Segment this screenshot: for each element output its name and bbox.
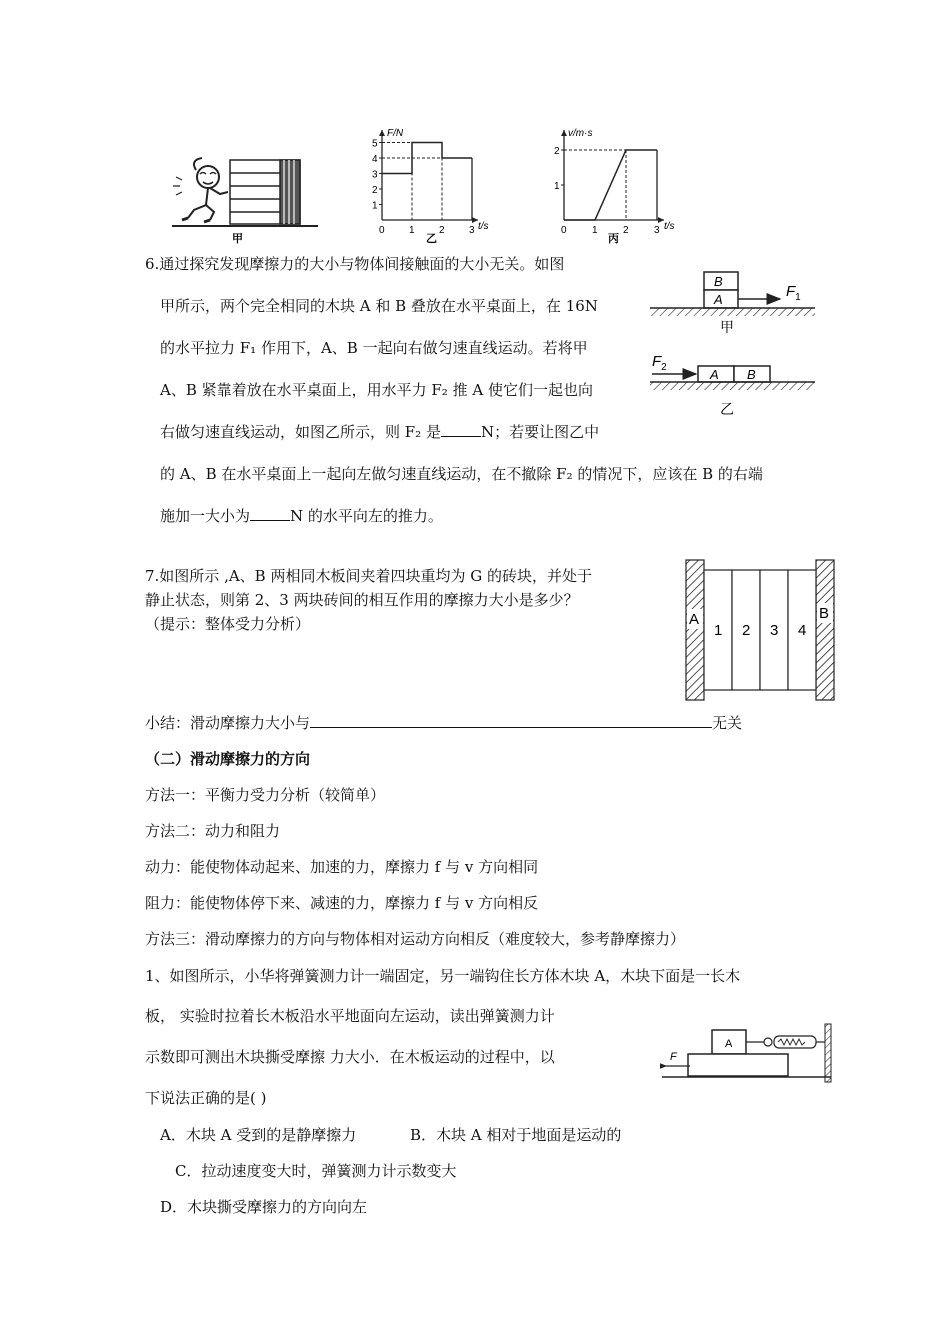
q6-answer-blank-2[interactable] bbox=[250, 520, 290, 521]
q1-line-1: 1、如图所示，小华将弹簧测力计一端固定，另一端钩住长方体木块 A，木块下面是一长木 bbox=[145, 967, 741, 985]
x-tick-label: 0 bbox=[561, 225, 567, 236]
series-line bbox=[564, 150, 657, 220]
y-tick-label: 2 bbox=[372, 185, 378, 196]
summary-prefix: 小结：滑动摩擦力大小与 bbox=[145, 714, 311, 732]
resistance-definition: 阻力：能使物体停下来、减速的力，摩擦力 f 与 v 方向相反 bbox=[145, 894, 539, 912]
force-time-chart bbox=[360, 122, 495, 247]
q6-line-6: 的 A、B 在水平桌面上一起向左做匀速直线运动，在不撤除 F₂ 的情况下，应该在 B 的右端 bbox=[160, 465, 763, 483]
x-tick-label: 1 bbox=[409, 225, 415, 236]
table-surface-hatch bbox=[650, 308, 815, 316]
board-b bbox=[816, 560, 834, 700]
y-tick-label: 1 bbox=[372, 200, 378, 212]
x-tick-label: 2 bbox=[623, 225, 629, 236]
x-tick-label: 0 bbox=[379, 225, 385, 236]
q6-line-5 bbox=[160, 421, 599, 442]
y-tick-label: 4 bbox=[372, 154, 378, 165]
q6-line-4: A、B 紧靠着放在水平桌面上，用水平力 F₂ 推 A 使它们一起也向 bbox=[160, 381, 593, 399]
y-tick-label: 3 bbox=[372, 169, 378, 181]
x-tick-label: 2 bbox=[439, 225, 445, 236]
person-sketch bbox=[173, 158, 228, 222]
table-surface-hatch bbox=[650, 382, 815, 390]
x-tick-label: 3 bbox=[654, 225, 660, 236]
section2-heading: （二）滑动摩擦力的方向 bbox=[145, 750, 311, 768]
q6-fig-yi bbox=[650, 353, 815, 417]
force-f-label: F bbox=[670, 1051, 677, 1063]
q1-line-3: 示数即可测出木块撕受摩擦 力大小．在木板运动的过程中，以 bbox=[145, 1048, 555, 1066]
q1-line-2: 板， 实验时拉着长木板沿水平地面向左运动，读出弹簧测力计 bbox=[145, 1007, 555, 1025]
brick-label: 4 bbox=[798, 622, 807, 639]
q7-line-2: 静止状态，则第 2、3 两块砖间的相互作用的摩擦力大小是多少？ bbox=[145, 591, 579, 609]
wooden-box bbox=[230, 160, 300, 224]
q6-fig-label-jia: 甲 bbox=[720, 319, 734, 335]
q1-option-a[interactable]: A．木块 A 受到的是静摩擦力 bbox=[160, 1126, 357, 1144]
figure-label-jia: 甲 bbox=[232, 233, 243, 245]
q7-line-3: （提示：整体受力分析） bbox=[145, 615, 311, 633]
q6-figure bbox=[648, 268, 820, 420]
brick-label: 3 bbox=[770, 622, 779, 639]
fixed-wall bbox=[825, 1024, 831, 1082]
q6-line-7 bbox=[160, 505, 443, 526]
summary-line bbox=[145, 712, 742, 733]
q1-option-d[interactable]: D．木块撕受摩擦力的方向向左 bbox=[160, 1198, 368, 1216]
q6-line-7-text-b: N 的水平向左的推力。 bbox=[290, 507, 443, 525]
summary-answer-blank[interactable] bbox=[310, 727, 712, 728]
block-b-label: B bbox=[747, 367, 756, 382]
y-tick-label: 5 bbox=[372, 138, 378, 150]
power-definition: 动力：能使物体动起来、加速的力，摩擦力 f 与 v 方向相同 bbox=[145, 858, 539, 876]
q6-line-7-text-a: 施加一大小为 bbox=[160, 507, 251, 525]
y-axis-label: F/N bbox=[387, 128, 404, 139]
block-a-label: A bbox=[714, 292, 723, 307]
board-a bbox=[686, 560, 704, 700]
q6-line-3: 的水平拉力 F₁ 作用下，A、B 一起向右做匀速直线运动。若将甲 bbox=[160, 339, 588, 357]
board-b-label: B bbox=[819, 605, 830, 622]
block-a-label: A bbox=[725, 1038, 733, 1050]
q1-option-b[interactable]: B．木块 A 相对于地面是运动的 bbox=[410, 1126, 622, 1144]
q1-option-c[interactable]: C．拉动速度变大时，弹簧测力计示数变大 bbox=[175, 1162, 457, 1180]
long-board bbox=[688, 1054, 788, 1076]
chart-label-yi: 乙 bbox=[426, 233, 437, 245]
x-tick-label: 1 bbox=[592, 225, 598, 236]
brick-label: 2 bbox=[742, 622, 751, 639]
q6-line-2: 甲所示，两个完全相同的木块 A 和 B 叠放在水平桌面上，在 16N bbox=[160, 297, 598, 315]
force-f2-label: $F_2$ bbox=[652, 353, 667, 373]
brick-label: 1 bbox=[714, 622, 723, 639]
block-a-label: A bbox=[710, 367, 719, 382]
method-2: 方法二：动力和阻力 bbox=[145, 822, 281, 840]
figure-jia-pushing-box bbox=[168, 150, 328, 245]
force-f1-label: $F_1$ bbox=[786, 283, 801, 303]
x-axis-label: t/s bbox=[478, 221, 489, 232]
board-a-label: A bbox=[689, 611, 700, 628]
summary-suffix: 无关 bbox=[712, 714, 743, 732]
q6-fig-jia bbox=[650, 272, 815, 335]
q7-line-1: 7.如图所示 ,A、B 两相同木板间夹着四块重均为 G 的砖块，并处于 bbox=[145, 567, 592, 585]
method-3: 方法三：滑动摩擦力的方向与物体相对运动方向相反（难度较大，参考静摩擦力） bbox=[145, 930, 686, 948]
q6-answer-blank-1[interactable] bbox=[441, 436, 481, 437]
q6-fig-label-yi: 乙 bbox=[720, 401, 734, 417]
y-tick-label: 2 bbox=[554, 146, 560, 157]
q7-figure bbox=[684, 557, 836, 703]
q6-line-5-text-a: 右做匀速直线运动，如图乙所示，则 F₂ 是 bbox=[160, 423, 441, 441]
q1-line-4: 下说法正确的是( ) bbox=[145, 1089, 267, 1107]
q6-line-1: 6.通过探究发现摩擦力的大小与物体间接触面的大小无关。如图 bbox=[145, 255, 565, 273]
q1-figure bbox=[660, 1022, 835, 1086]
y-tick-label: 1 bbox=[554, 181, 560, 192]
x-axis-label: t/s bbox=[664, 221, 675, 232]
chart-label-bing: 丙 bbox=[608, 233, 619, 245]
q6-line-5-text-b: N；若要让图乙中 bbox=[480, 423, 600, 441]
y-axis-label: v/m·s bbox=[568, 128, 593, 139]
y-axis-arrow bbox=[379, 130, 385, 136]
velocity-time-chart bbox=[540, 122, 685, 247]
block-b-label: B bbox=[714, 274, 723, 289]
method-1: 方法一：平衡力受力分析（较简单） bbox=[145, 786, 386, 804]
y-axis-arrow bbox=[561, 130, 567, 136]
x-tick-label: 3 bbox=[469, 225, 475, 236]
